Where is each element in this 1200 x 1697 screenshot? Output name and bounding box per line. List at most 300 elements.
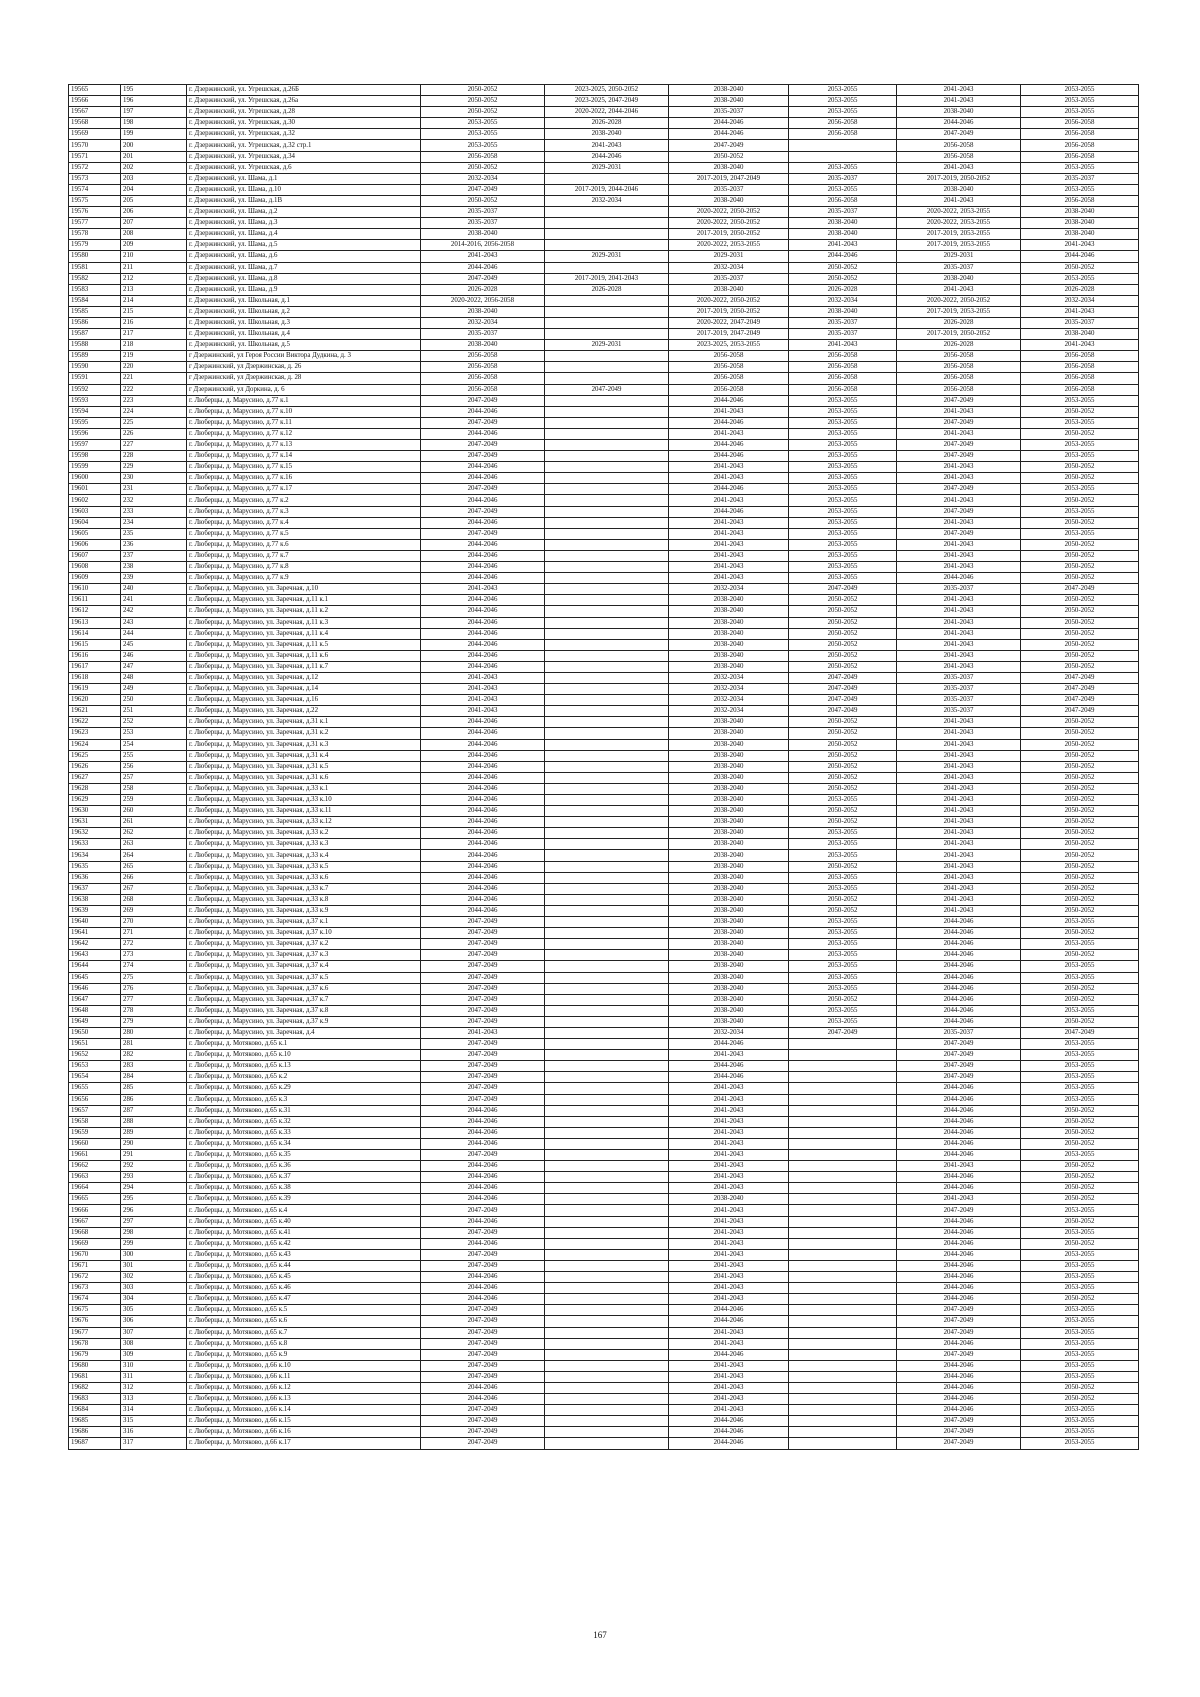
row-number-cell: 234 bbox=[121, 517, 187, 528]
period-cell-2 bbox=[545, 783, 669, 794]
period-cell-2: 2026-2028 bbox=[545, 118, 669, 129]
record-id-cell: 19672 bbox=[69, 1272, 121, 1283]
period-cell-2 bbox=[545, 817, 669, 828]
period-cell-3: 2038-2040 bbox=[669, 284, 789, 295]
period-cell-4: 2053-2055 bbox=[789, 451, 897, 462]
record-id-cell: 19686 bbox=[69, 1427, 121, 1438]
table-row bbox=[69, 1382, 1139, 1393]
period-cell-6: 2047-2049 bbox=[1021, 706, 1139, 717]
period-cell-3: 2041-2043 bbox=[669, 1138, 789, 1149]
row-number-cell: 225 bbox=[121, 417, 187, 428]
period-cell-5: 2035-2037 bbox=[897, 262, 1021, 273]
address-cell: г. Люберцы, д. Мотяково, д.65 к.31 bbox=[187, 1105, 421, 1116]
period-cell-3: 2038-2040 bbox=[669, 162, 789, 173]
period-cell-5: 2026-2028 bbox=[897, 317, 1021, 328]
period-cell-4 bbox=[789, 1127, 897, 1138]
period-cell-5: 2044-2046 bbox=[897, 573, 1021, 584]
period-cell-5: 2047-2049 bbox=[897, 1427, 1021, 1438]
address-cell: г. Люберцы, д. Марусино, д.77 к.16 bbox=[187, 473, 421, 484]
record-id-cell: 19656 bbox=[69, 1094, 121, 1105]
period-cell-5: 2056-2058 bbox=[897, 362, 1021, 373]
row-number-cell: 218 bbox=[121, 340, 187, 351]
address-cell: г. Люберцы, д. Марусино, ул. Заречная, д.37 к.9 bbox=[187, 1016, 421, 1027]
period-cell-6: 2050-2052 bbox=[1021, 428, 1139, 439]
address-cell: г. Дзержинский, ул. Шама, д.6 bbox=[187, 251, 421, 262]
row-number-cell: 200 bbox=[121, 140, 187, 151]
address-cell: г. Люберцы, д. Мотяково, д.65 к.32 bbox=[187, 1116, 421, 1127]
period-cell-1: 2047-2049 bbox=[421, 1227, 545, 1238]
period-cell-3: 2020-2022, 2047-2049 bbox=[669, 317, 789, 328]
period-cell-2: 2026-2028 bbox=[545, 284, 669, 295]
table-row bbox=[69, 329, 1139, 340]
record-id-cell: 19577 bbox=[69, 218, 121, 229]
period-cell-5: 2044-2046 bbox=[897, 1238, 1021, 1249]
period-cell-5: 2041-2043 bbox=[897, 406, 1021, 417]
period-cell-5: 2044-2046 bbox=[897, 917, 1021, 928]
period-cell-2 bbox=[545, 1050, 669, 1061]
address-cell: г. Люберцы, д. Марусино, ул. Заречная, д.22 bbox=[187, 706, 421, 717]
period-cell-3: 2038-2040 bbox=[669, 994, 789, 1005]
period-cell-6: 2053-2055 bbox=[1021, 528, 1139, 539]
address-cell: г. Люберцы, д. Марусино, ул. Заречная, д.11 к.7 bbox=[187, 661, 421, 672]
table-row bbox=[69, 550, 1139, 561]
table-row bbox=[69, 262, 1139, 273]
record-id-cell: 19642 bbox=[69, 939, 121, 950]
period-cell-1: 2047-2049 bbox=[421, 273, 545, 284]
address-cell: г. Люберцы, д. Марусино, ул. Заречная, д.33 к.7 bbox=[187, 883, 421, 894]
period-cell-1: 2035-2037 bbox=[421, 329, 545, 340]
period-cell-5: 2041-2043 bbox=[897, 462, 1021, 473]
period-cell-3: 2020-2022, 2050-2052 bbox=[669, 295, 789, 306]
address-cell: г. Люберцы, д. Марусино, д.77 к.8 bbox=[187, 562, 421, 573]
period-cell-3: 2041-2043 bbox=[669, 1283, 789, 1294]
address-cell: г. Люберцы, д. Марусино, ул. Заречная, д.4 bbox=[187, 1027, 421, 1038]
period-cell-5: 2044-2046 bbox=[897, 1105, 1021, 1116]
record-id-cell: 19606 bbox=[69, 539, 121, 550]
period-cell-5: 2041-2043 bbox=[897, 728, 1021, 739]
period-cell-6: 2050-2052 bbox=[1021, 928, 1139, 939]
period-cell-5: 2035-2037 bbox=[897, 1027, 1021, 1038]
period-cell-6: 2053-2055 bbox=[1021, 1371, 1139, 1382]
table-row bbox=[69, 528, 1139, 539]
period-cell-5: 2044-2046 bbox=[897, 1216, 1021, 1227]
table-row bbox=[69, 195, 1139, 206]
address-cell: г. Люберцы, д. Мотяково, д.65 к.34 bbox=[187, 1138, 421, 1149]
period-cell-6: 2050-2052 bbox=[1021, 861, 1139, 872]
table-row bbox=[69, 1205, 1139, 1216]
period-cell-1: 2044-2046 bbox=[421, 650, 545, 661]
record-id-cell: 19580 bbox=[69, 251, 121, 262]
table-row bbox=[69, 905, 1139, 916]
table-row bbox=[69, 761, 1139, 772]
address-cell: г. Дзержинский, ул. Школьная, д.1 bbox=[187, 295, 421, 306]
row-number-cell: 267 bbox=[121, 883, 187, 894]
row-number-cell: 207 bbox=[121, 218, 187, 229]
period-cell-6: 2056-2058 bbox=[1021, 118, 1139, 129]
table-row bbox=[69, 639, 1139, 650]
period-cell-6: 2053-2055 bbox=[1021, 1438, 1139, 1449]
period-cell-5: 2044-2046 bbox=[897, 1127, 1021, 1138]
period-cell-4 bbox=[789, 1072, 897, 1083]
address-cell: г. Люберцы, д. Марусино, ул. Заречная, д.11 к.1 bbox=[187, 595, 421, 606]
period-cell-1: 2047-2049 bbox=[421, 184, 545, 195]
period-cell-4 bbox=[789, 1150, 897, 1161]
record-id-cell: 19659 bbox=[69, 1127, 121, 1138]
period-cell-4 bbox=[789, 1094, 897, 1105]
period-cell-1: 2044-2046 bbox=[421, 1127, 545, 1138]
period-cell-6: 2053-2055 bbox=[1021, 1427, 1139, 1438]
period-cell-6: 2041-2043 bbox=[1021, 340, 1139, 351]
period-cell-3: 2041-2043 bbox=[669, 1394, 789, 1405]
row-number-cell: 282 bbox=[121, 1050, 187, 1061]
row-number-cell: 293 bbox=[121, 1172, 187, 1183]
address-cell: г. Люберцы, д. Марусино, ул. Заречная, д.10 bbox=[187, 584, 421, 595]
table-row bbox=[69, 739, 1139, 750]
period-cell-6: 2032-2034 bbox=[1021, 295, 1139, 306]
period-cell-2 bbox=[545, 717, 669, 728]
address-cell: г. Люберцы, д. Марусино, ул. Заречная, д.33 к.6 bbox=[187, 872, 421, 883]
period-cell-4 bbox=[789, 1249, 897, 1260]
period-cell-6: 2050-2052 bbox=[1021, 562, 1139, 573]
address-cell: г. Люберцы, д. Мотяково, д.65 к.6 bbox=[187, 1316, 421, 1327]
period-cell-4: 2050-2052 bbox=[789, 817, 897, 828]
record-id-cell: 19625 bbox=[69, 750, 121, 761]
row-number-cell: 302 bbox=[121, 1272, 187, 1283]
period-cell-6: 2050-2052 bbox=[1021, 817, 1139, 828]
period-cell-1: 2044-2046 bbox=[421, 1183, 545, 1194]
record-id-cell: 19634 bbox=[69, 850, 121, 861]
table-row bbox=[69, 795, 1139, 806]
record-id-cell: 19666 bbox=[69, 1205, 121, 1216]
table-row bbox=[69, 107, 1139, 118]
period-cell-2 bbox=[545, 528, 669, 539]
row-number-cell: 287 bbox=[121, 1105, 187, 1116]
table-row bbox=[69, 872, 1139, 883]
period-cell-3: 2044-2046 bbox=[669, 1061, 789, 1072]
record-id-cell: 19575 bbox=[69, 195, 121, 206]
period-cell-2 bbox=[545, 706, 669, 717]
address-cell: г. Люберцы, д. Мотяково, д.65 к.7 bbox=[187, 1327, 421, 1338]
row-number-cell: 222 bbox=[121, 384, 187, 395]
period-cell-5: 2047-2049 bbox=[897, 506, 1021, 517]
period-cell-4: 2056-2058 bbox=[789, 129, 897, 140]
record-id-cell: 19638 bbox=[69, 894, 121, 905]
record-id-cell: 19608 bbox=[69, 562, 121, 573]
address-cell: г. Люберцы, д. Марусино, ул. Заречная, д.33 к.11 bbox=[187, 806, 421, 817]
period-cell-6: 2047-2049 bbox=[1021, 1027, 1139, 1038]
period-cell-5: 2047-2049 bbox=[897, 1061, 1021, 1072]
record-id-cell: 19604 bbox=[69, 517, 121, 528]
row-number-cell: 242 bbox=[121, 606, 187, 617]
period-cell-6: 2053-2055 bbox=[1021, 1416, 1139, 1427]
table-row bbox=[69, 395, 1139, 406]
record-id-cell: 19648 bbox=[69, 1005, 121, 1016]
address-cell: г. Люберцы, д. Марусино, ул. Заречная, д.37 к.5 bbox=[187, 972, 421, 983]
table-row bbox=[69, 1161, 1139, 1172]
period-cell-4: 2053-2055 bbox=[789, 828, 897, 839]
period-cell-2 bbox=[545, 872, 669, 883]
period-cell-6: 2053-2055 bbox=[1021, 917, 1139, 928]
period-cell-2 bbox=[545, 1283, 669, 1294]
period-cell-4: 2053-2055 bbox=[789, 883, 897, 894]
period-cell-6: 2053-2055 bbox=[1021, 1249, 1139, 1260]
address-cell: г. Люберцы, д. Мотяково, д.65 к.40 bbox=[187, 1216, 421, 1227]
table-row bbox=[69, 750, 1139, 761]
address-cell: г. Люберцы, д. Мотяково, д.65 к.39 bbox=[187, 1194, 421, 1205]
period-cell-1: 2047-2049 bbox=[421, 484, 545, 495]
period-cell-4: 2053-2055 bbox=[789, 406, 897, 417]
period-cell-6: 2050-2052 bbox=[1021, 728, 1139, 739]
period-cell-2 bbox=[545, 295, 669, 306]
table-row bbox=[69, 606, 1139, 617]
period-cell-3: 2044-2046 bbox=[669, 451, 789, 462]
table-row bbox=[69, 817, 1139, 828]
period-cell-5: 2041-2043 bbox=[897, 817, 1021, 828]
period-cell-2: 2029-2031 bbox=[545, 340, 669, 351]
table-row bbox=[69, 1305, 1139, 1316]
address-cell: г. Дзержинский, ул. Угрешская, д.30 bbox=[187, 118, 421, 129]
row-number-cell: 233 bbox=[121, 506, 187, 517]
period-cell-3: 2038-2040 bbox=[669, 717, 789, 728]
period-cell-1: 2044-2046 bbox=[421, 795, 545, 806]
table-row bbox=[69, 1283, 1139, 1294]
row-number-cell: 208 bbox=[121, 229, 187, 240]
period-cell-4: 2050-2052 bbox=[789, 894, 897, 905]
record-id-cell: 19687 bbox=[69, 1438, 121, 1449]
period-cell-5: 2041-2043 bbox=[897, 195, 1021, 206]
address-cell: г. Люберцы, д. Мотяково, д.65 к.4 bbox=[187, 1205, 421, 1216]
period-cell-6: 2053-2055 bbox=[1021, 1316, 1139, 1327]
address-cell: г. Люберцы, д. Марусино, д.77 к.1 bbox=[187, 395, 421, 406]
row-number-cell: 231 bbox=[121, 484, 187, 495]
period-cell-2 bbox=[545, 1338, 669, 1349]
period-cell-2 bbox=[545, 362, 669, 373]
period-cell-3: 2044-2046 bbox=[669, 395, 789, 406]
period-cell-1: 2047-2049 bbox=[421, 1338, 545, 1349]
period-cell-5: 2041-2043 bbox=[897, 772, 1021, 783]
record-id-cell: 19679 bbox=[69, 1349, 121, 1360]
period-cell-2 bbox=[545, 1205, 669, 1216]
period-cell-3: 2041-2043 bbox=[669, 1127, 789, 1138]
row-number-cell: 228 bbox=[121, 451, 187, 462]
period-cell-5: 2044-2046 bbox=[897, 1382, 1021, 1393]
period-cell-5: 2017-2019, 2053-2055 bbox=[897, 229, 1021, 240]
period-cell-6: 2038-2040 bbox=[1021, 329, 1139, 340]
period-cell-4: 2047-2049 bbox=[789, 584, 897, 595]
period-cell-2: 2017-2019, 2044-2046 bbox=[545, 184, 669, 195]
record-id-cell: 19640 bbox=[69, 917, 121, 928]
period-cell-5: 2044-2046 bbox=[897, 972, 1021, 983]
period-cell-3: 2038-2040 bbox=[669, 795, 789, 806]
period-cell-5: 2041-2043 bbox=[897, 595, 1021, 606]
address-cell: г. Дзержинский, ул. Угрешская, д.26Б bbox=[187, 85, 421, 96]
period-cell-6: 2050-2052 bbox=[1021, 994, 1139, 1005]
period-cell-3: 2017-2019, 2050-2052 bbox=[669, 306, 789, 317]
period-cell-3: 2038-2040 bbox=[669, 606, 789, 617]
period-cell-6: 2056-2058 bbox=[1021, 384, 1139, 395]
period-cell-3: 2038-2040 bbox=[669, 195, 789, 206]
row-number-cell: 226 bbox=[121, 428, 187, 439]
period-cell-2 bbox=[545, 262, 669, 273]
record-id-cell: 19674 bbox=[69, 1294, 121, 1305]
table-row bbox=[69, 1005, 1139, 1016]
table-row bbox=[69, 1194, 1139, 1205]
period-cell-5: 2044-2046 bbox=[897, 1083, 1021, 1094]
period-cell-2 bbox=[545, 1327, 669, 1338]
record-id-cell: 19661 bbox=[69, 1150, 121, 1161]
record-id-cell: 19585 bbox=[69, 306, 121, 317]
period-cell-1: 2047-2049 bbox=[421, 1305, 545, 1316]
period-cell-2 bbox=[545, 684, 669, 695]
row-number-cell: 303 bbox=[121, 1283, 187, 1294]
row-number-cell: 312 bbox=[121, 1382, 187, 1393]
period-cell-6: 2050-2052 bbox=[1021, 905, 1139, 916]
period-cell-5: 2041-2043 bbox=[897, 606, 1021, 617]
row-number-cell: 259 bbox=[121, 795, 187, 806]
address-cell: г. Люберцы, д. Марусино, д.77 к.6 bbox=[187, 539, 421, 550]
row-number-cell: 309 bbox=[121, 1349, 187, 1360]
period-cell-6: 2053-2055 bbox=[1021, 1205, 1139, 1216]
period-cell-2 bbox=[545, 1249, 669, 1260]
address-cell: г. Люберцы, д. Марусино, ул. Заречная, д.11 к.5 bbox=[187, 639, 421, 650]
period-cell-6: 2038-2040 bbox=[1021, 207, 1139, 218]
table-row bbox=[69, 284, 1139, 295]
table-row bbox=[69, 473, 1139, 484]
period-cell-2 bbox=[545, 950, 669, 961]
period-cell-3: 2041-2043 bbox=[669, 1272, 789, 1283]
table-row bbox=[69, 1316, 1139, 1327]
period-cell-6: 2053-2055 bbox=[1021, 484, 1139, 495]
period-cell-6: 2053-2055 bbox=[1021, 1094, 1139, 1105]
period-cell-1: 2041-2043 bbox=[421, 695, 545, 706]
period-cell-4: 2050-2052 bbox=[789, 595, 897, 606]
period-cell-4 bbox=[789, 1360, 897, 1371]
address-cell: г. Люберцы, д. Мотяково, д.66 к.13 bbox=[187, 1394, 421, 1405]
record-id-cell: 19597 bbox=[69, 440, 121, 451]
period-cell-6: 2041-2043 bbox=[1021, 240, 1139, 251]
table-row bbox=[69, 1294, 1139, 1305]
row-number-cell: 243 bbox=[121, 617, 187, 628]
period-cell-2 bbox=[545, 1294, 669, 1305]
record-id-cell: 19660 bbox=[69, 1138, 121, 1149]
period-cell-1: 2044-2046 bbox=[421, 550, 545, 561]
period-cell-5: 2047-2049 bbox=[897, 1205, 1021, 1216]
period-cell-6: 2053-2055 bbox=[1021, 1360, 1139, 1371]
record-id-cell: 19639 bbox=[69, 905, 121, 916]
record-id-cell: 19644 bbox=[69, 961, 121, 972]
period-cell-4 bbox=[789, 1238, 897, 1249]
period-cell-1: 2056-2058 bbox=[421, 373, 545, 384]
period-cell-3: 2038-2040 bbox=[669, 628, 789, 639]
period-cell-5: 2047-2049 bbox=[897, 1305, 1021, 1316]
period-cell-3: 2017-2019, 2047-2049 bbox=[669, 329, 789, 340]
period-cell-1: 2035-2037 bbox=[421, 207, 545, 218]
period-cell-2 bbox=[545, 173, 669, 184]
row-number-cell: 264 bbox=[121, 850, 187, 861]
period-cell-5: 2041-2043 bbox=[897, 1194, 1021, 1205]
period-cell-2 bbox=[545, 672, 669, 683]
row-number-cell: 284 bbox=[121, 1072, 187, 1083]
period-cell-6: 2050-2052 bbox=[1021, 606, 1139, 617]
period-cell-2 bbox=[545, 939, 669, 950]
period-cell-2 bbox=[545, 473, 669, 484]
table-row bbox=[69, 229, 1139, 240]
period-cell-4: 2050-2052 bbox=[789, 861, 897, 872]
address-cell: г. Люберцы, д. Марусино, ул. Заречная, д.33 к.8 bbox=[187, 894, 421, 905]
period-cell-4: 2050-2052 bbox=[789, 717, 897, 728]
period-cell-4: 2053-2055 bbox=[789, 573, 897, 584]
table-row bbox=[69, 1238, 1139, 1249]
period-cell-6: 2053-2055 bbox=[1021, 85, 1139, 96]
record-id-cell: 19622 bbox=[69, 717, 121, 728]
record-id-cell: 19586 bbox=[69, 317, 121, 328]
period-cell-5: 2044-2046 bbox=[897, 1272, 1021, 1283]
address-cell: г. Люберцы, д. Марусино, д.77 к.14 bbox=[187, 451, 421, 462]
period-cell-2 bbox=[545, 329, 669, 340]
record-id-cell: 19587 bbox=[69, 329, 121, 340]
record-id-cell: 19567 bbox=[69, 107, 121, 118]
address-cell: г. Дзержинский, ул. Школьная, д.2 bbox=[187, 306, 421, 317]
period-cell-1: 2047-2049 bbox=[421, 950, 545, 961]
row-number-cell: 279 bbox=[121, 1016, 187, 1027]
period-cell-5: 2047-2049 bbox=[897, 440, 1021, 451]
record-id-cell: 19681 bbox=[69, 1371, 121, 1382]
period-cell-6: 2056-2058 bbox=[1021, 195, 1139, 206]
address-cell: г. Люберцы, д. Марусино, д.77 к.13 bbox=[187, 440, 421, 451]
period-cell-2 bbox=[545, 229, 669, 240]
period-cell-5: 2044-2046 bbox=[897, 950, 1021, 961]
row-number-cell: 317 bbox=[121, 1438, 187, 1449]
period-cell-4: 2053-2055 bbox=[789, 550, 897, 561]
period-cell-4 bbox=[789, 151, 897, 162]
table-row bbox=[69, 783, 1139, 794]
period-cell-6: 2056-2058 bbox=[1021, 362, 1139, 373]
table-row bbox=[69, 1172, 1139, 1183]
record-id-cell: 19652 bbox=[69, 1050, 121, 1061]
period-cell-4: 2050-2052 bbox=[789, 661, 897, 672]
period-cell-6: 2056-2058 bbox=[1021, 129, 1139, 140]
period-cell-3: 2038-2040 bbox=[669, 1005, 789, 1016]
period-cell-6: 2053-2055 bbox=[1021, 273, 1139, 284]
record-id-cell: 19655 bbox=[69, 1083, 121, 1094]
record-id-cell: 19572 bbox=[69, 162, 121, 173]
address-cell: г. Люберцы, д. Мотяково, д.65 к.36 bbox=[187, 1161, 421, 1172]
table-row bbox=[69, 1116, 1139, 1127]
row-number-cell: 227 bbox=[121, 440, 187, 451]
period-cell-5: 2035-2037 bbox=[897, 695, 1021, 706]
table-row bbox=[69, 184, 1139, 195]
period-cell-3: 2041-2043 bbox=[669, 1260, 789, 1271]
address-cell: г. Дзержинский, ул. Угрешская, д.28 bbox=[187, 107, 421, 118]
period-cell-3: 2038-2040 bbox=[669, 917, 789, 928]
table-row bbox=[69, 1371, 1139, 1382]
table-row bbox=[69, 595, 1139, 606]
record-id-cell: 19670 bbox=[69, 1249, 121, 1260]
period-cell-1: 2041-2043 bbox=[421, 251, 545, 262]
period-cell-3: 2041-2043 bbox=[669, 1227, 789, 1238]
period-cell-2 bbox=[545, 306, 669, 317]
period-cell-6: 2050-2052 bbox=[1021, 539, 1139, 550]
period-cell-3: 2056-2058 bbox=[669, 362, 789, 373]
period-cell-3: 2041-2043 bbox=[669, 550, 789, 561]
row-number-cell: 240 bbox=[121, 584, 187, 595]
period-cell-1: 2035-2037 bbox=[421, 218, 545, 229]
period-cell-6: 2050-2052 bbox=[1021, 517, 1139, 528]
table-row bbox=[69, 1227, 1139, 1238]
record-id-cell: 19633 bbox=[69, 839, 121, 850]
period-cell-5: 2041-2043 bbox=[897, 550, 1021, 561]
table-row bbox=[69, 373, 1139, 384]
